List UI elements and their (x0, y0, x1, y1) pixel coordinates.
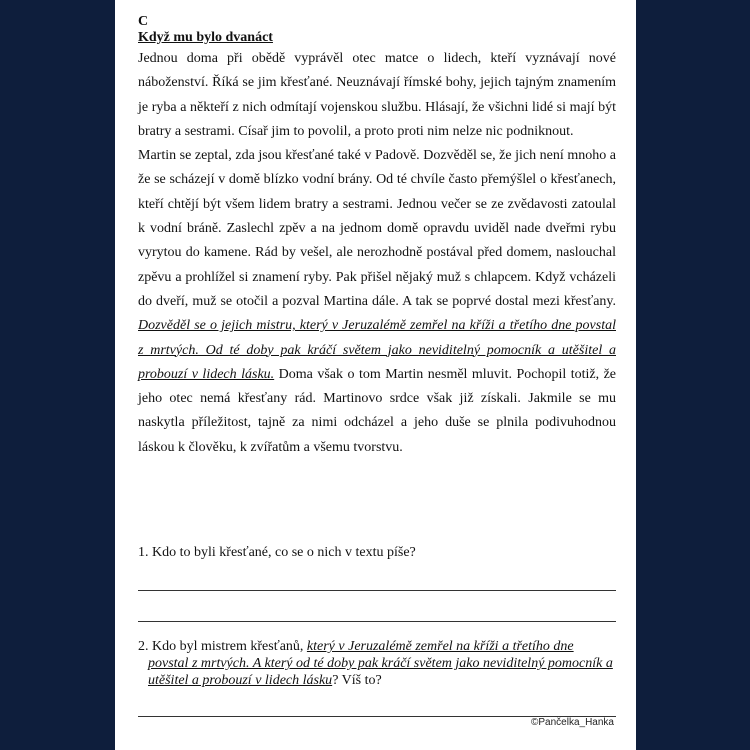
worksheet-page (115, 0, 636, 750)
story-title: Když mu bylo dvanáct (138, 30, 273, 45)
paragraph-1: Jednou doma při obědě vyprávěl otec matce o lidech, kteří vyznávají nové náboženství. Říká se jim křesťané. Neuznávají římské bohy, jejich tajným znamením je ryba a někteří z nich odmítají vojenskou službu. Hlásají, že všichni lidé si mají být bratry a sestrami. Císař jim to povolil, a proto proti nim nelze nic podniknout. (138, 51, 616, 139)
paragraph-2-part-1: Martin se zeptal, zda jsou křesťané také v Padově. Dozvěděl se, že jich není mnoho a že se scházejí v domě blízko vodní brány. Od té chvíle často přemýšlel o křesťanech, kteří chtějí být všem lidem bratry a sestrami. Jednou večer se ze zvědavosti zatoulal k vodní bráně. Zaslechl zpěv a na jednom domě opravdu uviděl nade dveřmi rybu vyrytou do kamene. Rád by vešel, ale nerozhodně postával před domem, naslouchal zpěvu a prohlížel si znamení ryby. Pak přišel nějaký muž s chlapcem. Když vcházeli do dveří, muž se otočil a pozval Martina dále. A tak se poprvé dostal mezi křesťany. (138, 148, 616, 309)
paragraph-2-part-2: Doma však o tom Martin nesměl mluvit. Pochopil totiž, že jeho otec nemá křesťany rád. Martinovo srdce však již získali. Jakmile se mu naskytla příležitost, tajně za nimi odcházel a jeho duše se plnila podivuhodnou láskou k člověku, k zvířatům a všemu tvorstvu. (138, 366, 616, 455)
question-1: 1. Kdo to byli křesťané, co se o nich v textu píše? (138, 545, 416, 560)
copyright-note: ©Pančelka_Hanka (531, 717, 614, 728)
paragraph-2-highlight: Dozvěděl se o jejich mistru, který v Jeruzalémě zemřel na kříži a třetího dne povstal z mrtvých. Od té doby pak kráčí světem jako neviditelný pomocník a utěšitel a probouzí v lidech lásku. (138, 318, 616, 382)
question-2-highlight: který v Jeruzalémě zemřel na kříži a třetího dne povstal z mrtvých. A který od té doby pak kráčí světem jako neviditelný pomocník a utěšitel a probouzí v lidech lásku (148, 639, 613, 688)
answer-line-1[interactable] (138, 590, 616, 591)
question-2 (138, 638, 616, 689)
question-2-start: 2. Kdo byl mistrem křesťanů, (138, 639, 307, 654)
section-letter: C (138, 14, 149, 29)
answer-line-2[interactable] (138, 621, 616, 622)
paragraph-2 (138, 144, 616, 460)
question-2-end: ? Víš to? (332, 673, 382, 688)
